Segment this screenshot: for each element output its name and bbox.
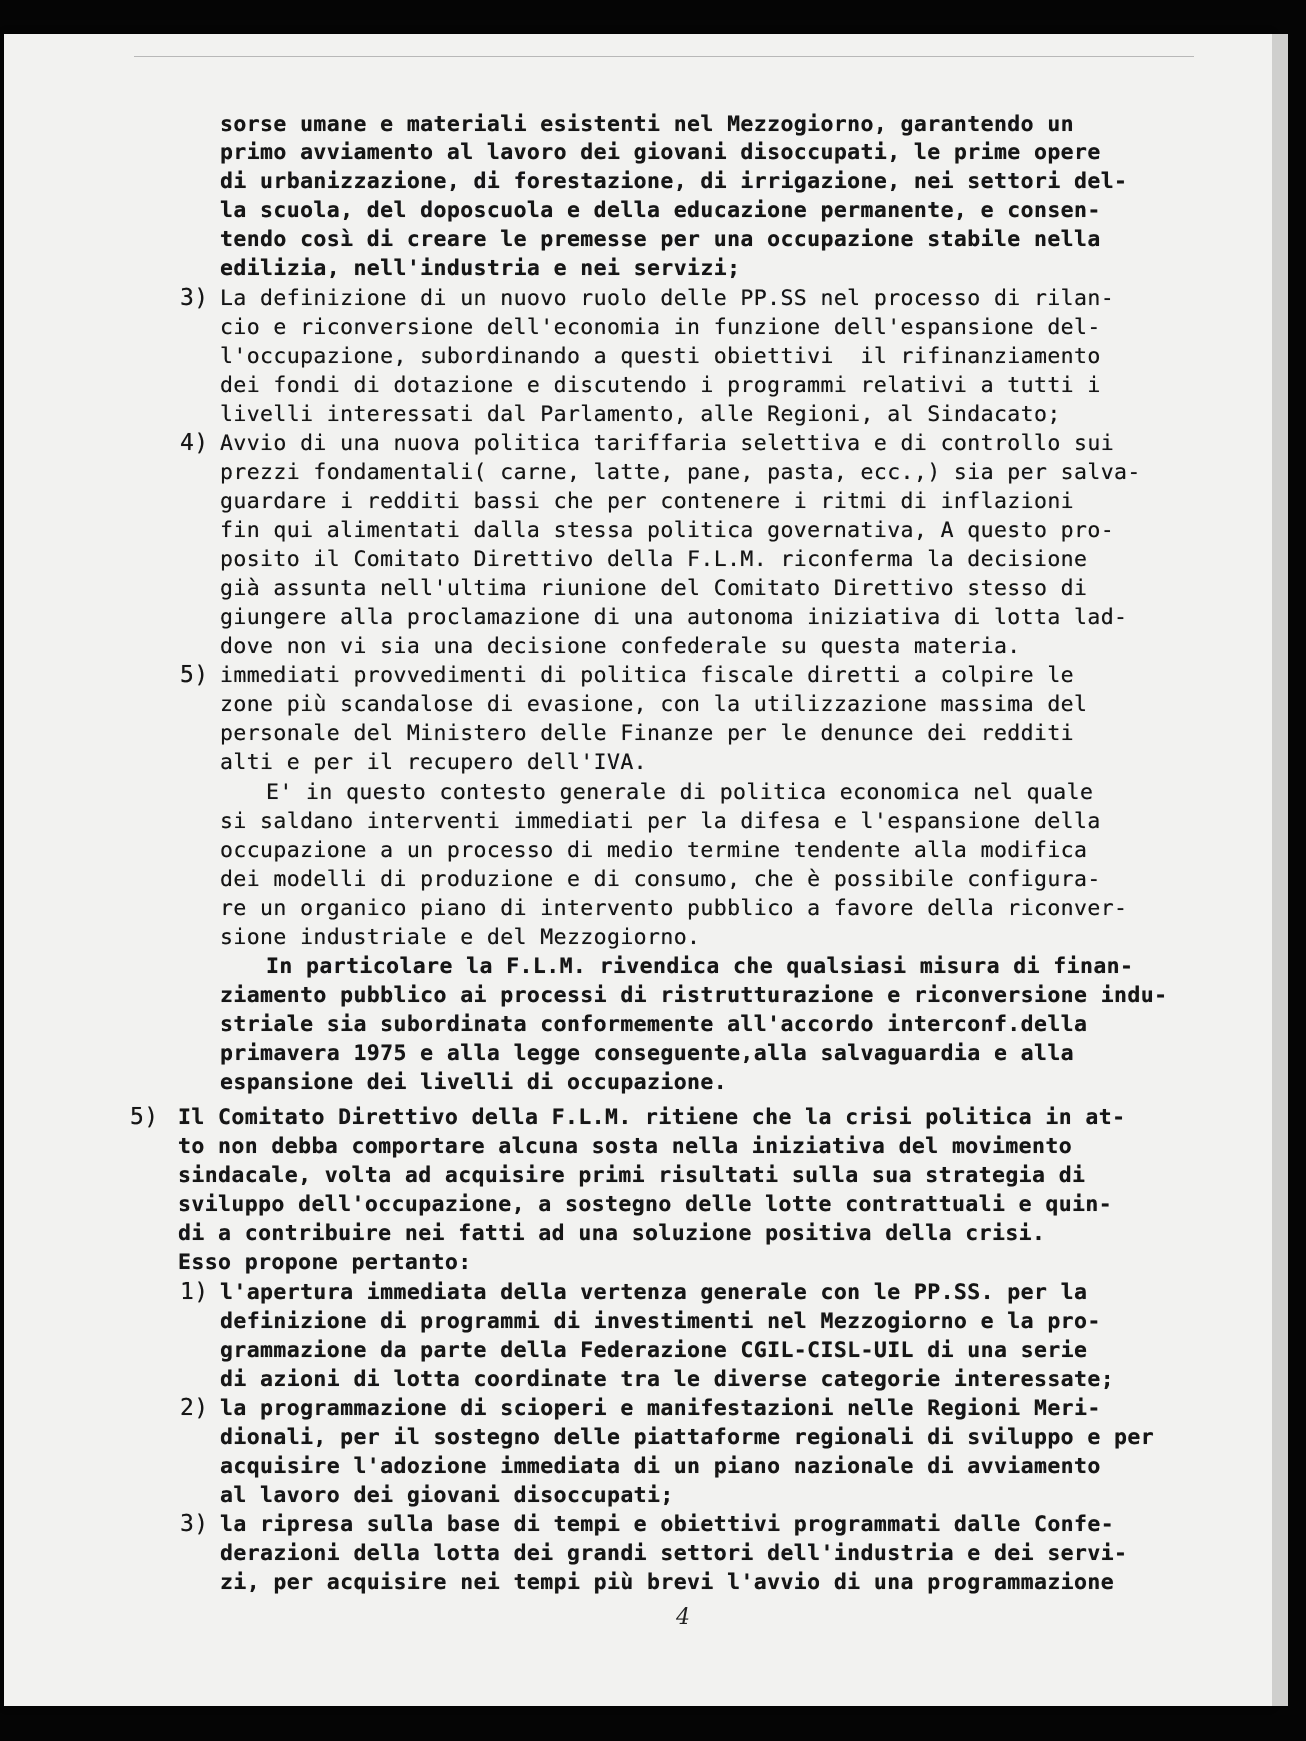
text-line: sione industriale e del Mezzogiorno. bbox=[220, 925, 701, 950]
text-line: E' in questo contesto generale di politica economica nel quale bbox=[266, 780, 1094, 805]
text-line: di azioni di lotta coordinate tra le diverse categorie interessate; bbox=[220, 1367, 1115, 1392]
text-line: primavera 1975 e alla legge conseguente,alla salvaguardia e alla bbox=[220, 1041, 1075, 1066]
text-line: di urbanizzazione, di forestazione, di irrigazione, nei settori del- bbox=[220, 169, 1128, 194]
text-line: espansione dei livelli di occupazione. bbox=[220, 1070, 728, 1095]
text-line: occupazione a un processo di medio termine tendente alla modifica bbox=[220, 838, 1088, 863]
text-line: re un organico piano di intervento pubblico a favore della riconver- bbox=[220, 896, 1128, 921]
text-line: Avvio di una nuova politica tariffaria selettiva e di controllo sui bbox=[220, 431, 1115, 456]
text-line: dove non vi sia una decisione confederale su questa materia. bbox=[220, 634, 1021, 659]
text-line: di a contribuire nei fatti ad una soluzione positiva della crisi. bbox=[178, 1221, 1046, 1246]
text-line: La definizione di un nuovo ruolo delle PP.SS nel processo di rilan- bbox=[220, 286, 1115, 311]
text-line: sorse umane e materiali esistenti nel Mezzogiorno, garantendo un bbox=[220, 112, 1075, 137]
text-line: tendo così di creare le premesse per una occupazione stabile nella bbox=[220, 227, 1101, 252]
text-line: la ripresa sulla base di tempi e obiettivi programmati dalle Confe- bbox=[220, 1512, 1115, 1537]
text-line: livelli interessati dal Parlamento, alle Regioni, al Sindacato; bbox=[220, 402, 1061, 427]
document-page bbox=[4, 34, 1272, 1706]
text-line: alti e per il recupero dell'IVA. bbox=[220, 750, 648, 775]
text-line: derazioni della lotta dei grandi settori dell'industria e dei servi- bbox=[220, 1541, 1128, 1566]
text-line: immediati provvedimenti di politica fiscale diretti a colpire le bbox=[220, 663, 1075, 688]
text-line: si saldano interventi immediati per la difesa e l'espansione della bbox=[220, 809, 1101, 834]
text-line: la scuola, del doposcuola e della educazione permanente, e consen- bbox=[220, 198, 1101, 223]
text-line: guardare i redditi bassi che per contenere i ritmi di inflazioni bbox=[220, 489, 1075, 514]
text-line: dei modelli di produzione e di consumo, che è possibile configura- bbox=[220, 867, 1101, 892]
text-line: fin qui alimentati dalla stessa politica governativa, A questo pro- bbox=[220, 518, 1115, 543]
text-line: sviluppo dell'occupazione, a sostegno delle lotte contrattuali e quin- bbox=[178, 1192, 1113, 1217]
text-line: Il Comitato Direttivo della F.L.M. ritiene che la crisi politica in at- bbox=[178, 1105, 1126, 1130]
text-line: definizione di programmi di investimenti nel Mezzogiorno e la pro- bbox=[220, 1309, 1101, 1334]
text-line: prezzi fondamentali( carne, latte, pane, pasta, ecc.,) sia per salva- bbox=[220, 460, 1141, 485]
text-line: al lavoro dei giovani disoccupati; bbox=[220, 1483, 674, 1508]
text-line: acquisire l'adozione immediata di un piano nazionale di avviamento bbox=[220, 1454, 1101, 1479]
text-line: primo avviamento al lavoro dei giovani disoccupati, le prime opere bbox=[220, 140, 1101, 165]
list-marker: 3) bbox=[180, 285, 209, 311]
text-line: grammazione da parte della Federazione CGIL-CISL-UIL di una serie bbox=[220, 1338, 1088, 1363]
text-line: zi, per acquisire nei tempi più brevi l'avvio di una programmazione bbox=[220, 1570, 1115, 1595]
page-number: 4 bbox=[676, 1605, 690, 1630]
text-line: l'apertura immediata della vertenza generale con le PP.SS. per la bbox=[220, 1280, 1088, 1305]
text-line: ziamento pubblico ai processi di ristrutturazione e riconversione indu- bbox=[220, 983, 1168, 1008]
list-marker: 1) bbox=[180, 1279, 209, 1305]
page-top-rule bbox=[134, 56, 1194, 57]
text-line: cio e riconversione dell'economia in funzione dell'espansione del- bbox=[220, 315, 1101, 340]
text-line: Esso propone pertanto: bbox=[178, 1250, 472, 1275]
text-line: posito il Comitato Direttivo della F.L.M. riconferma la decisione bbox=[220, 547, 1088, 572]
text-line: to non debba comportare alcuna sosta nella iniziativa del movimento bbox=[178, 1134, 1073, 1159]
page-edge-strip bbox=[1272, 34, 1288, 1706]
text-line: la programmazione di scioperi e manifestazioni nelle Regioni Meri- bbox=[220, 1396, 1101, 1421]
text-line: edilizia, nell'industria e nei servizi; bbox=[220, 256, 741, 281]
list-marker: 5) bbox=[180, 662, 209, 688]
text-line: zone più scandalose di evasione, con la utilizzazione massima del bbox=[220, 692, 1088, 717]
text-line: dionali, per il sostegno delle piattaforme regionali di sviluppo e per bbox=[220, 1425, 1155, 1450]
text-line: In particolare la F.L.M. rivendica che qualsiasi misura di finan- bbox=[266, 954, 1134, 979]
list-marker: 2) bbox=[180, 1395, 209, 1421]
text-line: dei fondi di dotazione e discutendo i programmi relativi a tutti i bbox=[220, 373, 1101, 398]
text-line: sindacale, volta ad acquisire primi risultati sulla sua strategia di bbox=[178, 1163, 1086, 1188]
list-marker: 3) bbox=[180, 1511, 209, 1537]
list-marker: 4) bbox=[180, 430, 209, 456]
text-line: giungere alla proclamazione di una autonoma iniziativa di lotta lad- bbox=[220, 605, 1128, 630]
text-line: già assunta nell'ultima riunione del Comitato Direttivo stesso di bbox=[220, 576, 1088, 601]
text-line: striale sia subordinata conformemente all'accordo interconf.della bbox=[220, 1012, 1088, 1037]
section-marker: 5) bbox=[130, 1104, 159, 1130]
text-line: personale del Ministero delle Finanze per le denunce dei redditi bbox=[220, 721, 1075, 746]
text-line: l'occupazione, subordinando a questi obiettivi il rifinanziamento bbox=[220, 344, 1101, 369]
